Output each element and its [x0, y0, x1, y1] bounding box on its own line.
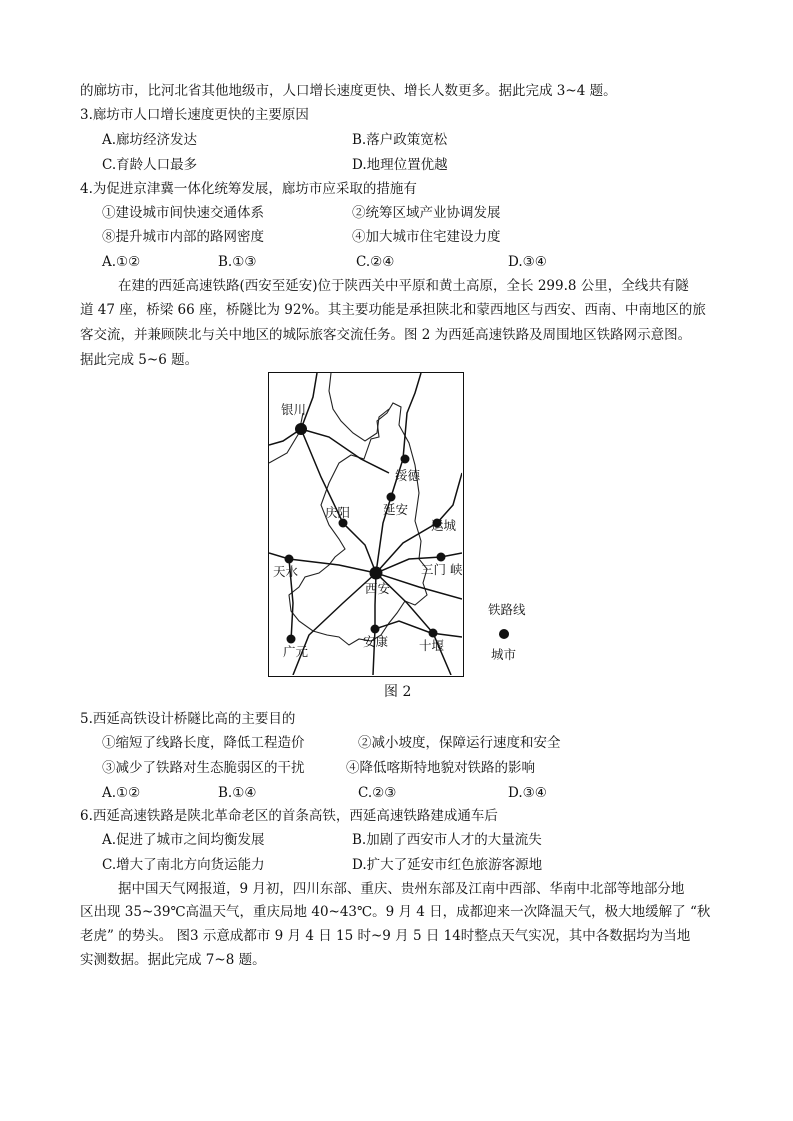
q4-item-3: ⑧提升城市内部的路网密度 [102, 229, 264, 245]
q5-option-b: B.①④ [218, 785, 257, 801]
city-label-ankang: 安康 [363, 634, 389, 649]
q4-item-4: ④加大城市住宅建设力度 [352, 229, 501, 245]
q3-option-c: C.育龄人口最多 [102, 157, 198, 173]
city-label-suide: 绥德 [395, 468, 421, 483]
city-label-xian: 西安 [365, 581, 391, 596]
q4-option-b: B.①③ [218, 254, 257, 270]
legend-city-label: 城市 [491, 647, 517, 662]
railway-yinchuan-east [301, 429, 389, 473]
q5-item-3: ③减少了铁路对生态脆弱区的干扰 [102, 760, 305, 776]
railway-ankang-shiyan [375, 621, 462, 637]
legend-railway-label: 铁路线 [488, 602, 526, 617]
city-label-shiyan: 十堰 [419, 638, 445, 653]
city-dot-suide [401, 455, 410, 464]
q4-stem: 4.为促进京津冀一体化统筹发展，廊坊市应采取的措施有 [80, 181, 417, 197]
q6-option-c: C.增大了南北方向货运能力 [102, 857, 265, 873]
q6-option-a: A.促进了城市之间均衡发展 [102, 832, 265, 848]
city-label-guangyuan: 广元 [283, 644, 309, 659]
railway-yinchuan-xian [301, 429, 376, 573]
city-dot-shiyan [429, 629, 438, 638]
q3-option-d: D.地理位置优越 [352, 157, 448, 173]
q5-option-a: A.①② [102, 785, 141, 801]
city-label-qingyang: 庆阳 [325, 505, 351, 520]
region-boundary [329, 373, 389, 441]
city-dot-ankang [371, 625, 380, 634]
passage2-line-4: 据此完成 5~6 题。 [80, 352, 199, 368]
q5-option-c: C.②③ [358, 785, 397, 801]
railway-xian-guangyuan [293, 573, 376, 675]
intro-tail: 的廊坊市，比河北省其他地级市，人口增长速度更快、增长人数更多。据此完成 3~4 题。 [80, 83, 617, 99]
q5-stem: 5.西延高铁设计桥隧比高的主要目的 [80, 711, 296, 727]
city-label-tianshui: 天水 [273, 564, 299, 579]
region-boundary-2 [269, 413, 303, 463]
city-dot-tianshui [285, 555, 294, 564]
passage2-line-2: 道 47 座，桥梁 66 座，桥隧比为 92%。其主要功能是承担陕北和蒙西地区与西安、西南、中南地区的旅 [80, 302, 706, 318]
legend-city-symbol [497, 627, 511, 641]
city-label-sanmenxia: 三门 峡 [421, 562, 463, 577]
q6-option-d: D.扩大了延安市红色旅游客源地 [352, 857, 543, 873]
q4-option-c: C.②④ [356, 254, 395, 270]
railway-yinchuan-north [301, 373, 317, 429]
q4-option-a: A.①② [102, 254, 141, 270]
city-dot-sanmenxia [437, 553, 446, 562]
q3-option-b: B.落户政策宽松 [352, 132, 448, 148]
q6-option-b: B.加剧了西安市人才的大量流失 [352, 832, 542, 848]
passage3-line-2: 区出现 35~39℃高温天气，重庆局地 40~43℃。9 月 4 日，成都迎来一次降温天气，极大地缓解了 “秋 [80, 904, 711, 920]
city-label-yinchuan: 银川 [281, 402, 307, 417]
q5-item-4: ④降低喀斯特地貌对铁路的影响 [346, 760, 535, 776]
figure-caption: 图 2 [384, 684, 412, 700]
q4-option-d: D.③④ [508, 254, 547, 270]
q4-item-1: ①建设城市间快速交通体系 [102, 205, 264, 221]
city-label-yuncheng: 运城 [431, 518, 457, 533]
q3-stem: 3.廊坊市人口增长速度更快的主要原因 [80, 107, 309, 123]
q6-stem: 6.西延高速铁路是陕北革命老区的首条高铁，西延高速铁路建成通车后 [80, 808, 498, 824]
passage3-line-3: 老虎” 的势头。 图3 示意成都市 9 月 4 日 15 时~9 月 5 日 14时整点天气实况，其中各数据均为当地 [80, 928, 691, 944]
q3-option-a: A.廊坊经济发达 [102, 132, 198, 148]
province-boundary [289, 403, 427, 645]
passage3-line-4: 实测数据。据此完成 7~8 题。 [80, 952, 266, 968]
railway-map [268, 372, 464, 677]
passage2-line-3: 客交流，并兼顾陕北与关中地区的城际旅客交流任务。图 2 为西延高速铁路及周围地区铁路网示意图。 [80, 327, 692, 343]
city-dot-xian [370, 567, 383, 580]
passage3-line-1: 据中国天气网报道，9 月初，四川东部、重庆、贵州东部及江南中西部、华南中北部等地部分地 [118, 881, 685, 897]
q5-item-2: ②减小坡度，保障运行速度和安全 [358, 735, 561, 751]
q5-item-1: ①缩短了线路长度，降低工程造价 [102, 735, 305, 751]
q5-option-d: D.③④ [508, 785, 547, 801]
passage2-line-1: 在建的西延高速铁路(西安至延安)位于陕西关中平原和黄土高原，全长 299.8 公里，全线共有隧 [118, 278, 689, 294]
q4-item-2: ②统筹区域产业协调发展 [352, 205, 501, 221]
city-dot-guangyuan [287, 635, 296, 644]
city-label-yanan: 延安 [383, 502, 409, 517]
city-dot-yanan [387, 493, 396, 502]
city-dot-yinchuan [295, 423, 307, 435]
